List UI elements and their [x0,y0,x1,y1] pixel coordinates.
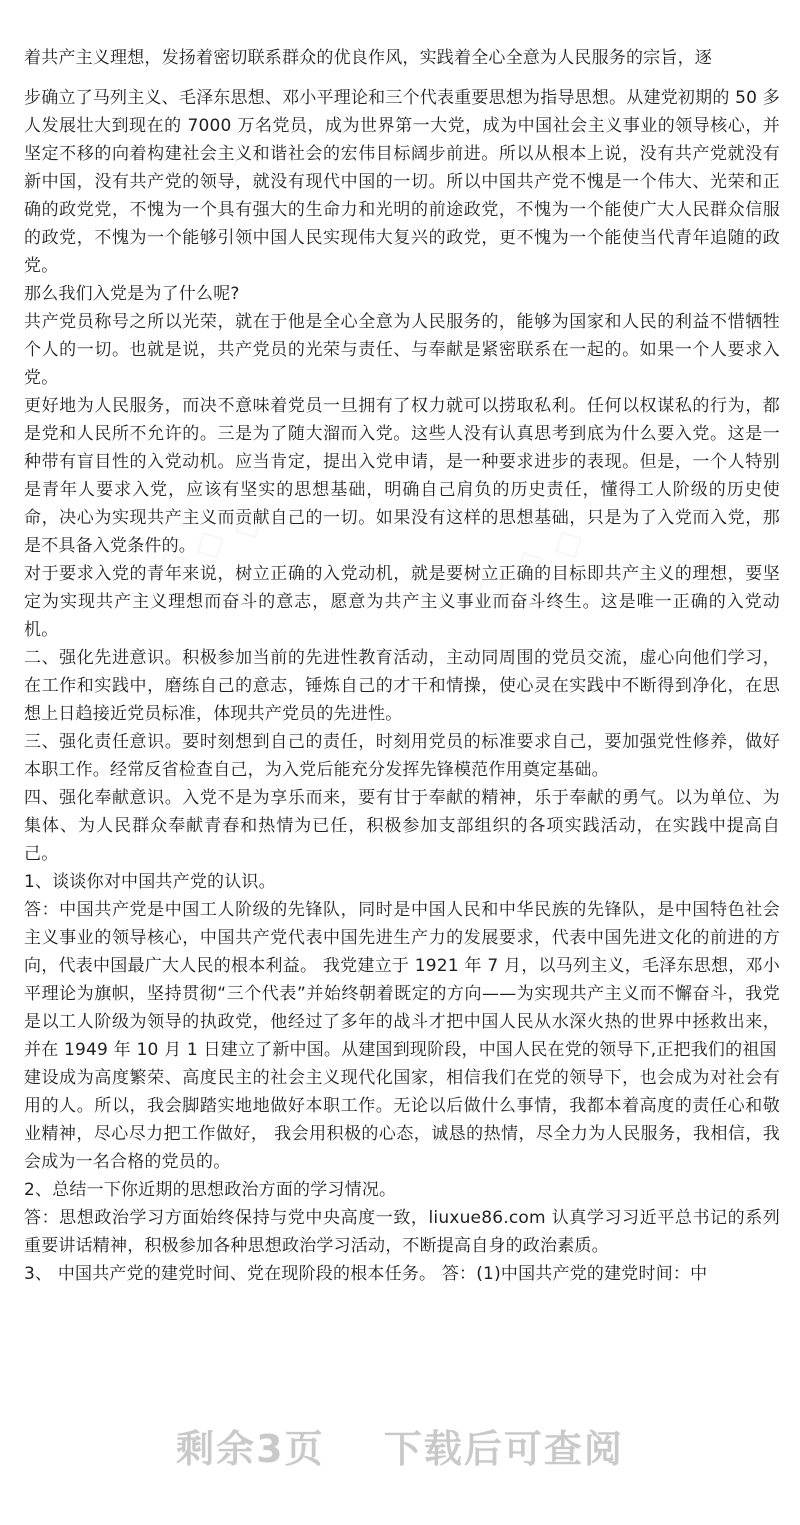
remaining-pages-label: 剩余3页 [176,1427,325,1471]
paragraph: 对于要求入党的青年来说，树立正确的入党动机，就是要树立正确的目标即共产主义的理想，要坚定为实现共产主义理想而奋斗的意志，愿意为共产主义事业而奋斗终生。这是唯一正确的入党动机。 [24,564,780,640]
document-body [24,84,780,1288]
paragraph: 三、强化责任意识。要时刻想到自己的责任，时刻用党员的标准要求自己，要加强党性修养，做好本职工作。经常反省检查自己，为入党后能充分发挥先锋模范作用奠定基础。 [24,732,780,780]
question-heading: 1、谈谈你对中国共产党的认识。 [24,872,276,892]
download-prompt-banner[interactable] [0,1418,800,1473]
watermark-mark: ◇ ◇ ◇ [146,495,272,591]
question-heading: 那么我们入党是为了什么呢? [24,284,240,304]
paragraph: 共产党员称号之所以光荣，就在于他是全心全意为人民服务的，能够为国家和人民的利益不惜牺牲个人的一切。也就是说，共产党员的光荣与责任、与奉献是紧密联系在一起的。如果一个人要求入党。 [24,312,780,388]
answer-paragraph: 答：中国共产党是中国工人阶级的先锋队，同时是中国人民和中华民族的先锋队，是中国特色社会主义事业的领导核心，中国共产党代表中国先进生产力的发展要求，代表中国先进文化的前进的方向，代表中国最广大人民的根本利益。 我党建立于 1921 年 7 月，以马列主义，毛泽东思想，邓小平理论为旗帜，坚持贯彻“三个代表”并始终朝着既定的方向——为实现共产主义而不懈奋斗，我党是以工人阶级为领导的执政党，他经过了多年的战斗才把中国人民从水深火热的世界中拯救出来，并在 1949 年 10 月 1 日建立了新中国。从建国到现阶段，中国人民在党的领导下,正把我们的祖国 [24,900,780,1060]
paragraph: 四、强化奉献意识。入党不是为享乐而来，要有甘于奉献的精神，乐于奉献的勇气。以为单位、为集体、为人民群众奉献青春和热情为已任，积极参加支部组织的各项实践活动，在实践中提高自己。 [24,788,780,864]
question-heading: 2、总结一下你近期的思想政治方面的学习情况。 [24,1180,397,1200]
question-heading: 3、 中国共产党的建党时间、党在现阶段的根本任务。 答：(1)中国共产党的建党时间：中 [24,1264,708,1284]
paragraph: 更好地为人民服务，而决不意味着党员一旦拥有了权力就可以捞取私利。任何以权谋私的行为，都是党和人民所不允许的。三是为了随大溜而入党。这些人没有认真思考到底为什么要入党。这是一种带有盲目性的入党动机。应当肯定，提出入党申请，是一种要求进步的表现。但是，一个人特别是青年人要求入党，应该有坚实的思想基础，明确自己肩负的历史责任，懂得工人阶级的历史使命，决心为实现共产主义而贡献自己的一切。如果没有这样的思想基础，只是为了入党而入党，那是不具备入党条件的。 [24,396,780,556]
watermark-mark: ◇ ◇ ◇ [466,515,592,611]
paragraph: 步确立了马列主义、毛泽东思想、邓小平理论和三个代表重要思想为指导思想。从建党初期的 50 多人发展壮大到现在的 7000 万名党员，成为世界第一大党，成为中国社会主义事业的领导核心，并坚定不移的向着构建社会主义和谐社会的宏伟目标阔步前进。所以从根本上说，没有共产党就没有新中国，没有共产党的领导，就没有现代中国的一切。所以中国共产党不愧是一个伟大、光荣和正确的政党党，不愧为一个具有强大的生命力和光明的前途政党，不愧为一个能使广大人民群众信服的政党，不愧为一个能够引领中国人民实现伟大复兴的政党，更不愧为一个能使当代青年追随的政党。 [24,88,780,276]
paragraph: 建设成为高度繁荣、高度民主的社会主义现代化国家，相信我们在党的领导下，也会成为对社会有用的人。所以，我会脚踏实地地做好本职工作。无论以后做什么事情，我都本着高度的责任心和敬业精神，尽心尽力把工作做好， 我会用积极的心态，诚恳的热情，尽全力为人民服务，我相信，我会成为一名合格的党员的。 [24,1068,780,1172]
top-text-fragment [24,0,780,72]
paragraph: 二、强化先进意识。积极参加当前的先进性教育活动，主动同周围的党员交流，虚心向他们学习，在工作和实践中，磨练自己的意志，锤炼自己的才干和情操，使心灵在实践中不断得到净化，在思想上日趋接近党员标准，体现共产党员的先进性。 [24,648,780,724]
answer-paragraph: 答：思想政治学习方面始终保持与党中央高度一致，liuxue86.com 认真学习习近平总书记的系列重要讲话精神，积极参加各种思想政治学习活动，不断提高自身的政治素质。 [24,1208,780,1256]
paragraph: 着共产主义理想，发扬着密切联系群众的优良作风，实践着全心全意为人民服务的宗旨，逐 [24,48,712,68]
download-prompt-label: 下载后可查阅 [383,1427,624,1471]
